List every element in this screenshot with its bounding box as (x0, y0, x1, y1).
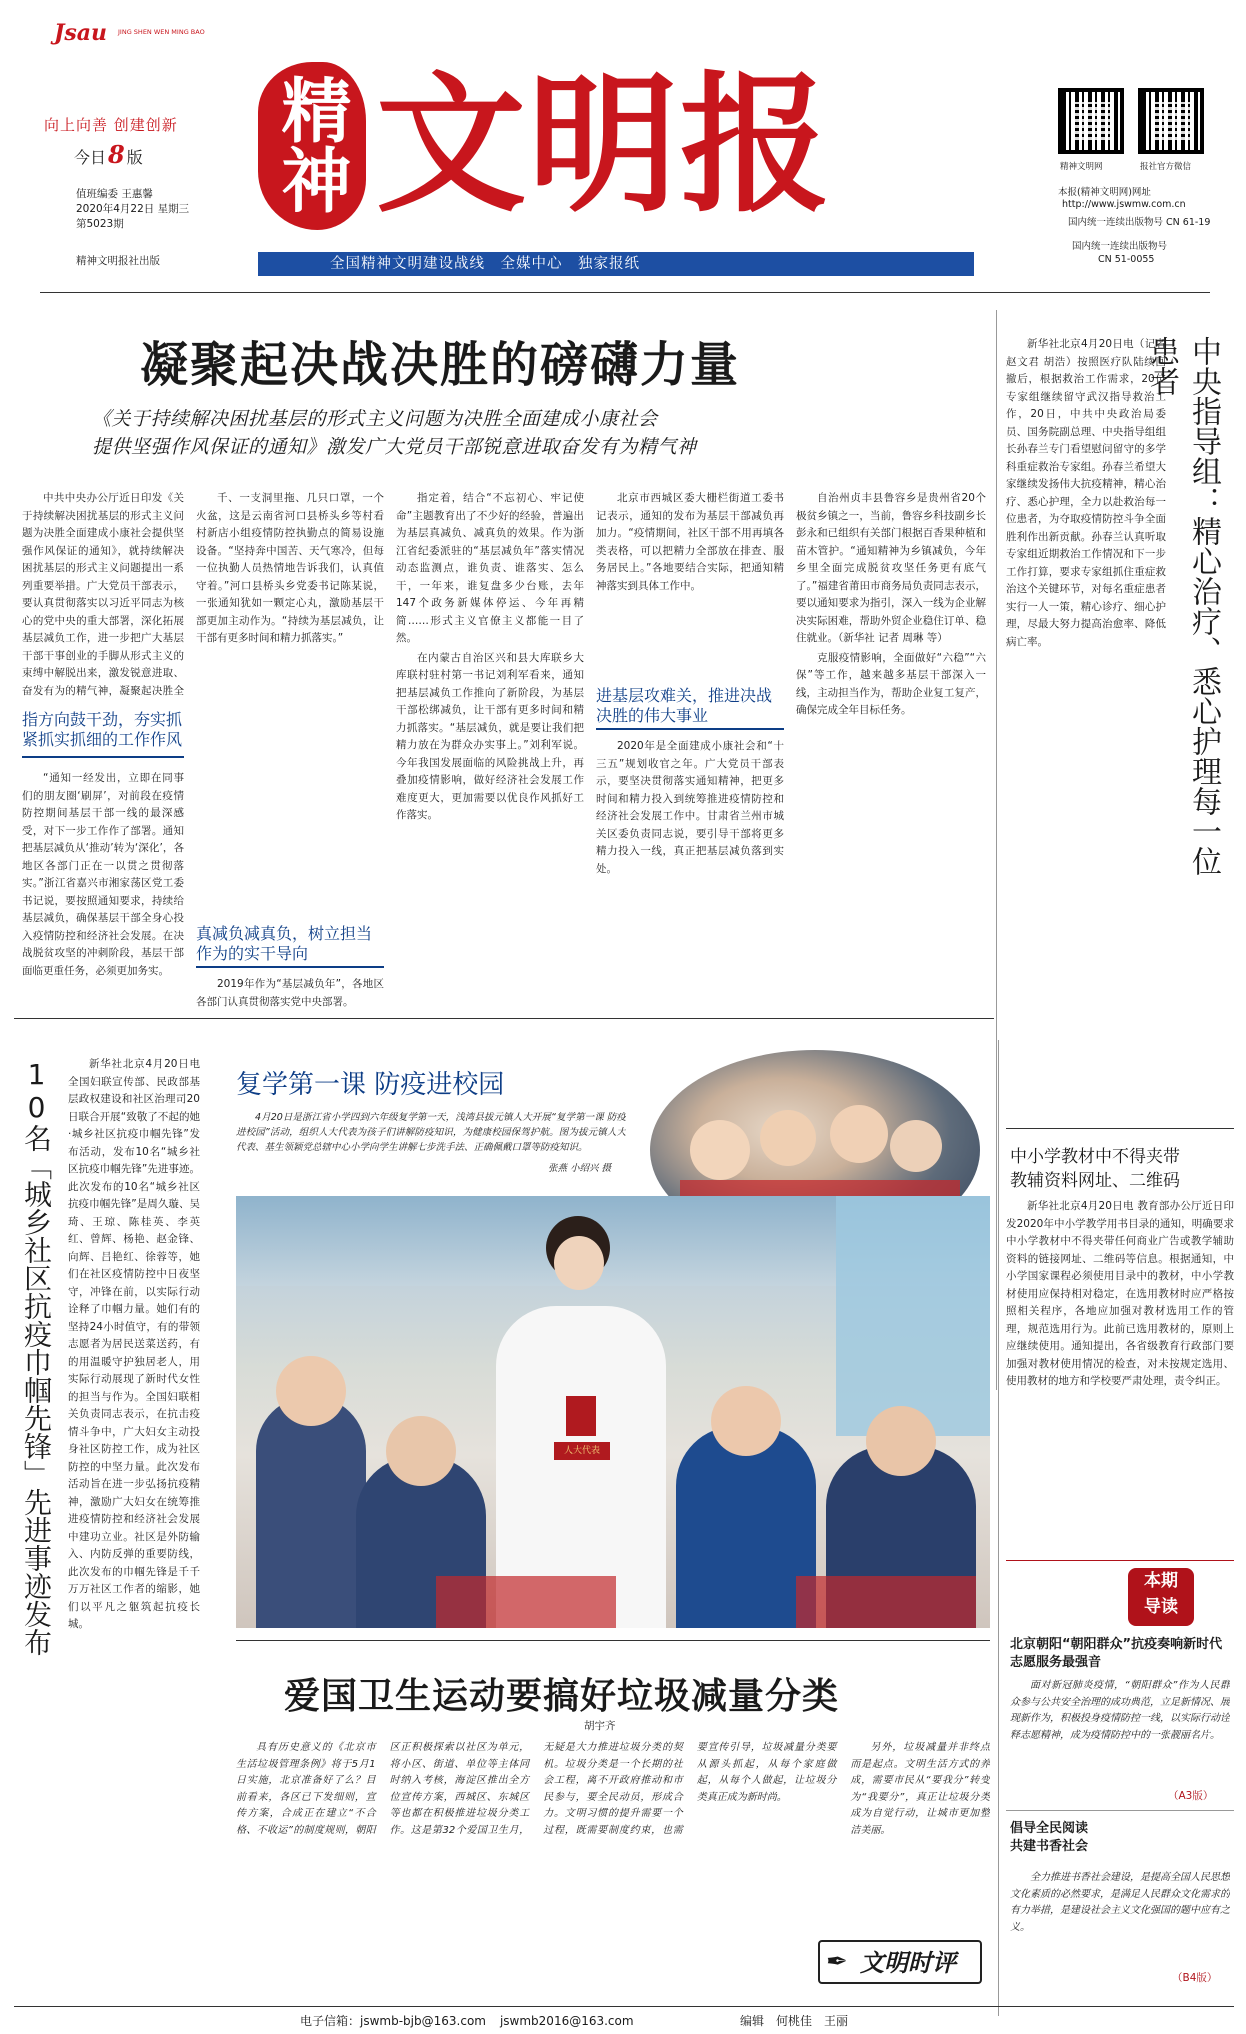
lead-column-5: 自治州贞丰县鲁容乡是贵州省20个极贫乡镇之一，当前，鲁容乡科技副乡长彭永和已组织有关部门根据百香果种植和苗木管护。“通知精神为乡镇减负，今年乡里全面完成脱贫攻坚任务更有底气了。”福建省莆田市商务局负责同志表示，要以通知要求为指引，深入一线为企业解决实际困难，帮助外贸企业稳住订单、稳住就业。（新华社 记者 周琳 等） 克服疫情影响，全面做好“六稳”“六保”等工作，越来越多基层干部深入一线，主动担当作为，帮助企业复工复产，确保完成全年目标任务。 (796, 492, 986, 716)
guide-item-2-title-1[interactable]: 倡导全民阅读 (1010, 1821, 1089, 1836)
logo (54, 20, 224, 60)
cn-number: CN 51-0055 (1098, 254, 1155, 265)
lead-subtitle-1: 《关于持续解决困扰基层的形式主义问题为决胜全面建成小康社会 (92, 408, 658, 430)
lead-subhead-3: 进基层攻难关，推进决战决胜的伟大事业 (596, 686, 784, 730)
footer-editor: 编辑 何桃佳 王丽 (740, 2014, 849, 2028)
lead-column-3: 指定着，结合“不忘初心、牢记使命”主题教育出了不少好的经验，普遍出为基层真减负、减真负的效果。作为浙江省纪委派驻的“基层减负年”落实情况动态监测点，谁负责、谁落实、怎么干，一年来，谁复盘多少台账，去年147个政务新媒体停运、今年再精简……形式主义官僚主义都能一目了然。 在内蒙古自治区兴和县大库联乡大库联村驻村第一书记刘利军看来，通知把基层减负工作推向了新阶段，为基层干部松绑减负，让干部有更多时间和精力抓落实。“基层减负，就是要让我们把精力放在为群众办实事上。”刘利军说。今年我国发展面临的风险挑战上升，再叠加疫情影响，做好经济社会发展工作难度更大，更加需要以优良作风抓好工作落实。 (396, 492, 584, 821)
editorial-body: 具有历史意义的《北京市生活垃圾管理条例》将于5月1日实施，北京准备好了么？目前看来，各区已下发细则，宣传方案，合成正在建立“不合格、不收运”的制度规则，朝阳区正积极探索以社区为单元，将小区、街道、单位等主体同时纳入考核，海淀区推出全方位宣传方案，西城区、东城区等也都在积极推进垃圾分类工作。这是第32个爱国卫生月，无疑是大力推进垃圾分类的契机。垃圾分类是一个长期的社会工程，离不开政府推动和市民参与，要全民动员，形成合力。文明习惯的提升需要一个过程，既需要制度约束，也需要宣传引导，垃圾减量分类要从源头抓起，从每个家庭做起，从每个人做起，让垃圾分类真正成为新时尚。 另外，垃圾减量并非终点而是起点。文明生活方式的养成，需要市民从“要我分”转变为“我要分”，真正让垃圾分类成为自觉行动，让城市更加整洁美丽。 (236, 1742, 990, 1836)
guide-item-1-title[interactable]: 北京朝阳“朝阳群众”抗疫奏响新时代志愿服务最强音 (1010, 1637, 1223, 1670)
email-link-1[interactable]: jswmb-bjb@163.com (360, 2014, 486, 2028)
title-main: 文明报 (376, 57, 833, 233)
qr-code-website[interactable] (1058, 88, 1124, 154)
lead-bottom-rule (14, 1018, 994, 1019)
lead-subhead-2: 真减负减真负，树立担当作为的实干导向 (196, 924, 384, 968)
right-vertical-title: 中央指导组：精心治疗、悉心护理每一位患者 (1144, 336, 1221, 876)
guide-badge-line1: 本期 (1144, 1571, 1178, 1591)
footer-rule (14, 2006, 1234, 2007)
lead-subtitle-2: 提供坚强作风保证的通知》激发广大党员干部锐意进取奋发有为精气神 (92, 436, 697, 458)
lead-column-6: 新华社北京4月20日电（记者 赵文君 胡浩）按照医疗队陆续回撤后，根据救治工作需求，20位专家组继续留守武汉指导救治工作，20日，中共中央政治局委员、国务院副总理、中央指导组组长孙春兰专门看望慰问留守的多学科重症救治专家组。孙春兰希望大家继续发扬伟大抗疫精神，精心治疗、悉心护理，全力以赴救治每一位患者，为夺取疫情防控斗争全面胜利作出新贡献。孙春兰认真听取专家组近期救治工作情况和下一步工作打算，要求专家组抓住重症救治这个关键环节，对每名重症患者实行一人一策，精心诊疗、细心护理，尽最大努力提高治愈率、降低病亡率。 (1006, 338, 1166, 648)
textbook-top-rule (1006, 1128, 1234, 1129)
editorial-title: 爱国卫生运动要搞好垃圾减量分类 (284, 1675, 840, 1717)
lead-column-1: 中共中央办公厅近日印发《关于持续解决困扰基层的形式主义问题为决胜全面建成小康社会提供坚强作风保证的通知》，就持续解决困扰基层的形式主义问题提出一系列重要举措。广大党员干部表示，要认真贯彻落实以习近平同志为核心的党中央的重大部署，深化拓展基层减负工作，进一步把广大基层干部干事创业的手脚从形式主义的束缚中解脱出来，激发锐意进取、奋发有为的精气神，凝聚起决胜全 (22, 492, 184, 697)
guide-item-2-page[interactable]: （B4版） (1172, 1972, 1218, 1984)
qr-code-wechat[interactable] (1138, 88, 1204, 154)
site-line: 本报(精神文明网)网址 (1058, 187, 1151, 198)
pen-icon: ✒ (826, 1947, 848, 1977)
guide-top-rule (1006, 1560, 1234, 1561)
textbook-title-2: 教辅资料网址、二维码 (1010, 1171, 1180, 1191)
textbook-title-1: 中小学教材中不得夹带 (1010, 1147, 1180, 1167)
cn-line: 国内统一连续出版物号 (1072, 241, 1168, 252)
lead-headline: 凝聚起决战决胜的磅礴力量 (140, 337, 741, 393)
guide-badge-line2: 导读 (1144, 1597, 1178, 1617)
page-count: 8 (108, 140, 125, 169)
issue-line: 第5023期 (76, 218, 124, 230)
guide-badge (1128, 1568, 1194, 1626)
masthead-rule (40, 292, 1210, 293)
qr-label-website: 精神文明网 (1060, 162, 1103, 172)
guide-item-2-body: 全力推进书香社会建设，是提高全国人民思想文化素质的必然要求，是满足人民群众文化需求的有力举措，是建设社会主义文化强国的题中应有之义。 (1010, 1872, 1230, 1933)
left-vertical-title: 10名「城乡社区抗疫巾帼先锋」先进事迹发布 (20, 1058, 53, 1656)
banner-bar (258, 252, 974, 276)
lead-column-4b: 2020年是全面建成小康社会和“十三五”规划收官之年。广大党员干部表示，要坚决贯彻落实通知精神，把更多时间和精力投入到统筹推进疫情防控和经济社会发展工作中。甘肃省兰州市城关区委负责同志说，要引导干部将更多精力投入一线，真正把基层减负落到实处。 (596, 740, 784, 875)
guide-item-1-body: 面对新冠肺炎疫情，“朝阳群众”作为人民群众参与公共安全治理的成功典范，立足新情况、展现新作为，积极投身疫情防控一线，以实际行动诠释志愿精神，成为疫情防控中的一张靓丽名片。 (1010, 1680, 1230, 1741)
guide-divider (1006, 1810, 1234, 1811)
photo-caption: 4月20日是浙江省小学四到六年级复学第一天，浅湾县拔元镇人大开展“复学第一课 防疫进校园”活动，组织人大代表为孩子们讲解防疫知识，为健康校园保驾护航。图为拔元镇人大代表、基生领颖党总辖中心小学向学生讲解七步洗手法、正确佩戴口罩等防疫知识。 (236, 1112, 626, 1153)
delegate-badge: 人大代表 (554, 1442, 610, 1460)
right-divider (998, 1040, 999, 2016)
logo-mark: Jsau (54, 20, 108, 46)
lead-column-2: 千、一支洞里拖、几只口罩，一个火盆，这是云南省河口县桥头乡等村看村新店小组疫情防控执勤点的简易设施设备。“坚持奔中国苦、天气寒冷，但每一位执勤人员热情地告诉我们，认真值守着。”河口县桥头乡党委书记陈某说，一张通知犹如一颗定心丸，激励基层干部更加主动作为。“持续为基层减负，让干部有更多时间和精力抓落实。” (196, 492, 384, 644)
title-red: 精神 (270, 74, 353, 214)
textbook-body: 新华社北京4月20日电 教育部办公厅近日印发2020年中小学教学用书目录的通知，明确要求中小学教材中不得夹带任何商业广告或教学辅助资料的链接网址、二维码等信息。根据通知，中小学国家课程必须使用目录中的教材，中小学教材使用应保持相对稳定，在选用教材时应严格按照相关程序，各地应加强对教材选用工作的管理，规范选用行为。此前已选用教材的，原则上应继续使用。通知提出，各省级教育行政部门要加强对教材使用情况的检查，对未按规定选用、使用教材的地方和学校要严肃处理，责令纠正。 (1006, 1200, 1234, 1387)
photo-story-title: 复学第一课 防疫进校园 (236, 1070, 505, 1100)
email-link-2[interactable]: jswmb2016@163.com (499, 2014, 634, 2028)
qr-label-wechat: 报社官方微信 (1140, 162, 1192, 172)
lead-divider (996, 310, 997, 1390)
lead-subhead-1: 指方向鼓干劲，夯实抓紧抓实抓细的工作作风 (22, 710, 184, 758)
column-label: 文明时评 (860, 1948, 956, 1977)
lead-column-1b: “通知一经发出，立即在同事们的朋友圈‘刷屏’，对前段在疫情防控期间基层干部一线的最深感受，对下一步工作作了部署。通知把基层减负从‘推动’转为‘深化’，各地区各部门正在一以贯之贯彻落实。”浙江省嘉兴市湘家荡区党工委书记说，要按照通知要求，持续给基层减负，确保基层干部全身心投入疫情防控和经济社会发展。在决战脱贫攻坚的冲刺阶段，基层干部面临更重任务，必须更加务实。 (22, 772, 184, 977)
guide-item-1-page[interactable]: （A3版） (1168, 1790, 1214, 1802)
logo-pinyin: JING SHEN WEN MING BAO (118, 28, 205, 36)
guide-item-2-title-2[interactable]: 共建书香社会 (1010, 1839, 1089, 1854)
editor-line: 值班编委 王惠馨 (76, 188, 153, 200)
footer-email: 电子信箱：jswmb-bjb@163.com jswmb2016@163.com (300, 2014, 634, 2028)
today-pages: 今日8 版 (74, 140, 143, 169)
main-classroom-photo (236, 1196, 990, 1628)
date-line: 2020年4月22日 星期三 (76, 203, 190, 215)
column-stamp (818, 1940, 982, 1984)
site-url[interactable]: http://www.jswmw.com.cn (1062, 199, 1186, 210)
issn-line: 国内统一连续出版物号 CN 61-19 (1068, 217, 1211, 228)
masthead (0, 0, 1246, 288)
editorial-top-rule (236, 1640, 990, 1641)
slogan: 向上向善 创建创新 (44, 116, 178, 134)
lead-column-4: 北京市西城区委大栅栏街道工委书记表示，通知的发布为基层干部减负再加力。“疫情期间，社区干部不用再填各类表格，可以把精力全部放在排查、服务居民上。”各地要结合实际，把通知精神落实到具体工作中。 (596, 492, 784, 592)
left-story-body: 新华社北京4月20日电 全国妇联宣传部、民政部基层政权建设和社区治理司20日联合开展“致敬了不起的她·城乡社区抗疫巾帼先锋”发布活动，发布10名“城乡社区抗疫巾帼先锋”先进事迹。此次发布的10名“城乡社区抗疫巾帼先锋”是周久璇、吴琦、王琼、陈桂英、李英红、曾辉、杨艳、赵金锋、向辉、吕艳红、徐蓉等，她们在社区疫情防控中日夜坚守，冲锋在前，以实际行动诠释了巾帼力量。她们有的坚持24小时值守，有的带领志愿者为居民送菜送药，有的用温暖守护独居老人，用实际行动展现了新时代女性的担当与作为。全国妇联相关负责同志表示，在抗击疫情斗争中，广大妇女主动投身社区防控工作，成为社区防控的中坚力量。此次发布活动旨在进一步弘扬抗疫精神，激励广大妇女在统筹推进疫情防控和经济社会发展中建功立业。社区是外防输入、内防反弹的重要防线，此次发布的巾帼先锋是千千万万社区工作者的缩影，她们以平凡之躯筑起抗疫长城。 (68, 1058, 200, 1630)
editorial-author: 胡宇齐 (584, 1720, 616, 1732)
lead-column-2b: 2019年作为“基层减负年”，各地区各部门认真贯彻落实党中央部署。 (196, 978, 384, 1008)
photo-credit: 张燕 小绍兴 摄 (548, 1163, 612, 1174)
banner-text: 全国精神文明建设战线 全媒中心 独家报纸 (330, 256, 640, 272)
title-seal (258, 62, 366, 230)
publisher: 精神文明报社出版 (76, 255, 160, 267)
